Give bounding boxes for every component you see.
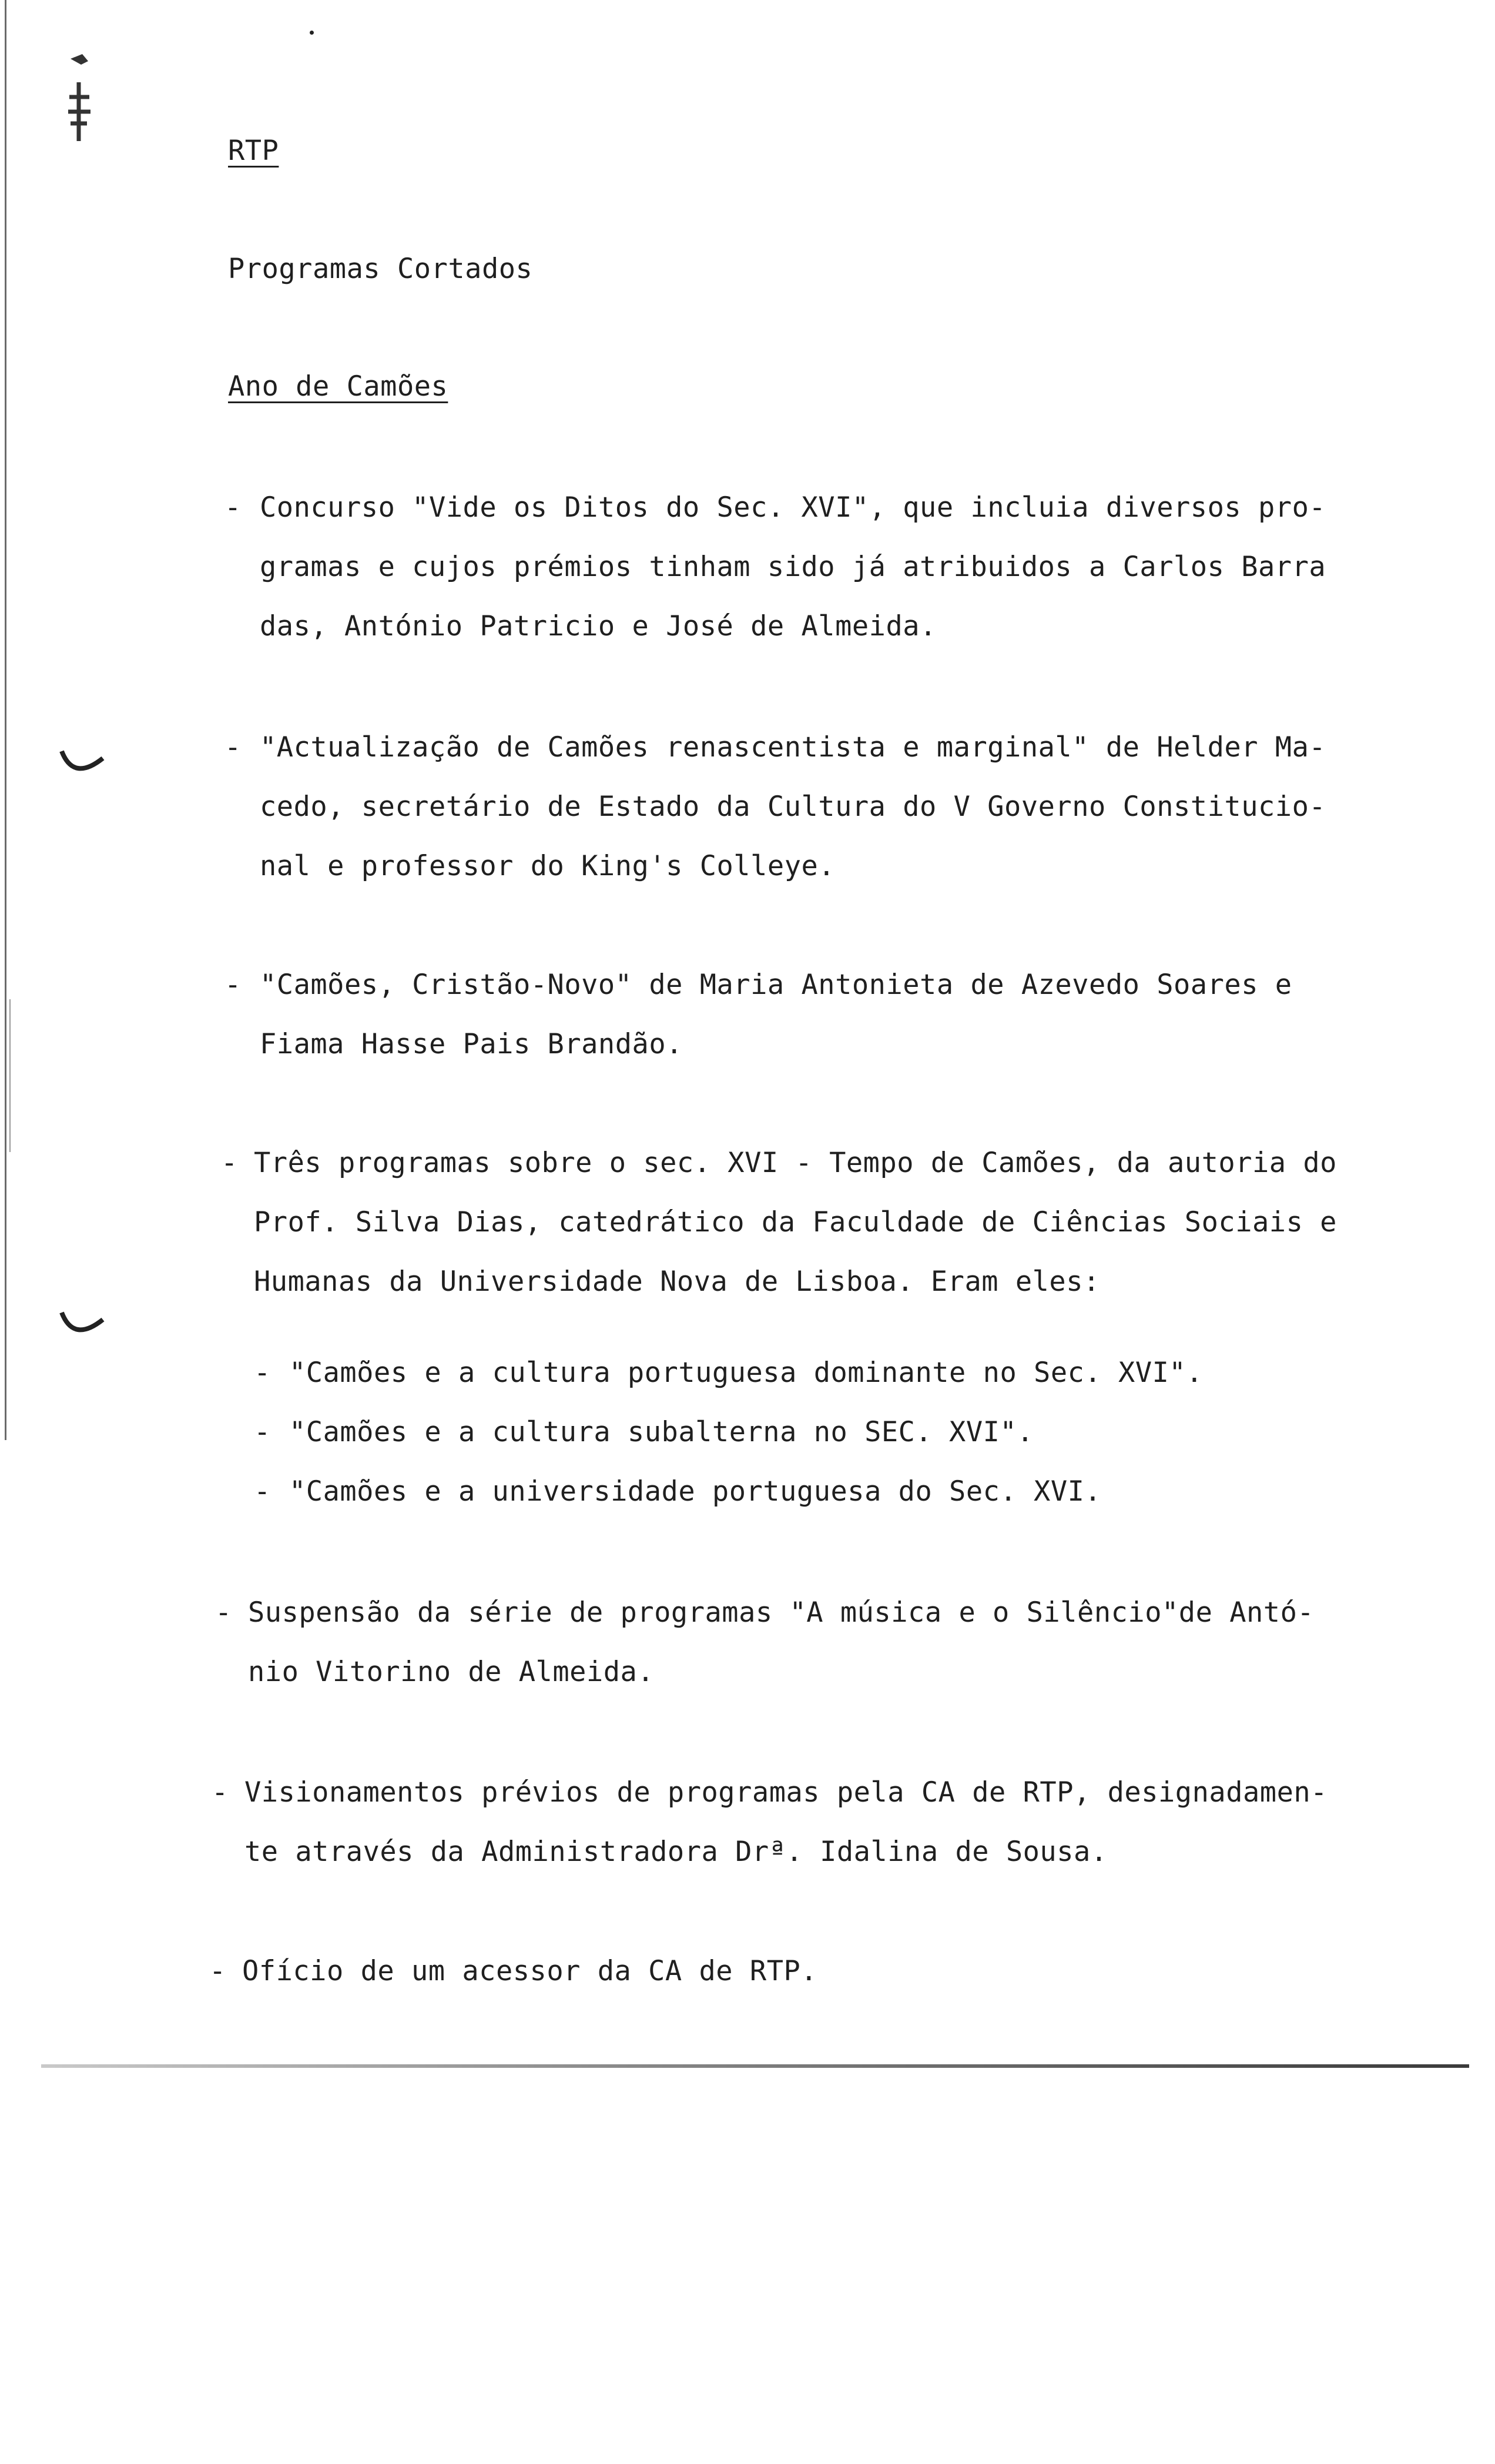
- item-dash: -: [209, 1955, 226, 1987]
- hole-punch-mark-icon: [56, 746, 109, 788]
- item-6-line-2: te através da Administradora Drª. Idalina de Sousa.: [244, 1836, 1108, 1868]
- subitem-dash: -: [254, 1357, 271, 1389]
- item-3-line-2: Fiama Hasse Pais Brandão.: [260, 1028, 683, 1060]
- item-4-line-2: Prof. Silva Dias, catedrático da Faculdade de Ciências Sociais e: [254, 1206, 1337, 1238]
- speck-dot: [310, 31, 314, 35]
- item-7-line-1: Ofício de um acessor da CA de RTP.: [242, 1955, 818, 1987]
- item-2-line-3: nal e professor do King's Colleye.: [260, 850, 836, 882]
- item-dash: -: [224, 731, 242, 764]
- subitem-2: "Camões e a cultura subalterna no SEC. XVI".: [289, 1416, 1034, 1448]
- item-1-line-2: gramas e cujos prémios tinham sido já atribuidos a Carlos Barra: [260, 551, 1326, 583]
- hole-punch-mark-icon: [56, 1308, 109, 1349]
- item-5-line-1: Suspensão da série de programas "A música e o Silêncio"de Antó-: [248, 1596, 1315, 1629]
- item-dash: -: [224, 969, 242, 1001]
- subitem-dash: -: [254, 1475, 271, 1508]
- item-6-line-1: Visionamentos prévios de programas pela CA de RTP, designadamen-: [244, 1776, 1328, 1809]
- staple-mark-icon: [59, 47, 100, 147]
- item-5-line-2: nio Vitorino de Almeida.: [248, 1656, 655, 1688]
- subitem-3: "Camões e a universidade portuguesa do Sec. XVI.: [289, 1475, 1102, 1508]
- page-cut-line: [41, 2064, 1469, 2068]
- subitem-dash: -: [254, 1416, 271, 1448]
- item-3-line-1: "Camões, Cristão-Novo" de Maria Antonieta de Azevedo Soares e: [260, 969, 1292, 1001]
- item-1-line-1: Concurso "Vide os Ditos do Sec. XVI", que incluia diversos pro-: [260, 491, 1326, 524]
- item-4-line-1: Três programas sobre o sec. XVI - Tempo de Camões, da autoria do: [254, 1147, 1337, 1179]
- item-dash: -: [215, 1596, 232, 1629]
- left-margin-line-secondary: [9, 999, 11, 1152]
- page-title: Programas Cortados: [228, 253, 533, 285]
- section-title: Ano de Camões: [228, 370, 448, 403]
- org-header: RTP: [228, 135, 279, 167]
- subitem-1: "Camões e a cultura portuguesa dominante no Sec. XVI".: [289, 1357, 1204, 1389]
- item-dash: -: [224, 491, 242, 524]
- item-dash: -: [221, 1147, 238, 1179]
- item-2-line-2: cedo, secretário de Estado da Cultura do V Governo Constitucio-: [260, 791, 1326, 823]
- item-4-line-3: Humanas da Universidade Nova de Lisboa. Eram eles:: [254, 1266, 1100, 1298]
- item-1-line-3: das, António Patricio e José de Almeida.: [260, 610, 937, 642]
- item-dash: -: [212, 1776, 229, 1809]
- left-margin-line: [5, 0, 6, 1440]
- item-2-line-1: "Actualização de Camões renascentista e marginal" de Helder Ma-: [260, 731, 1326, 764]
